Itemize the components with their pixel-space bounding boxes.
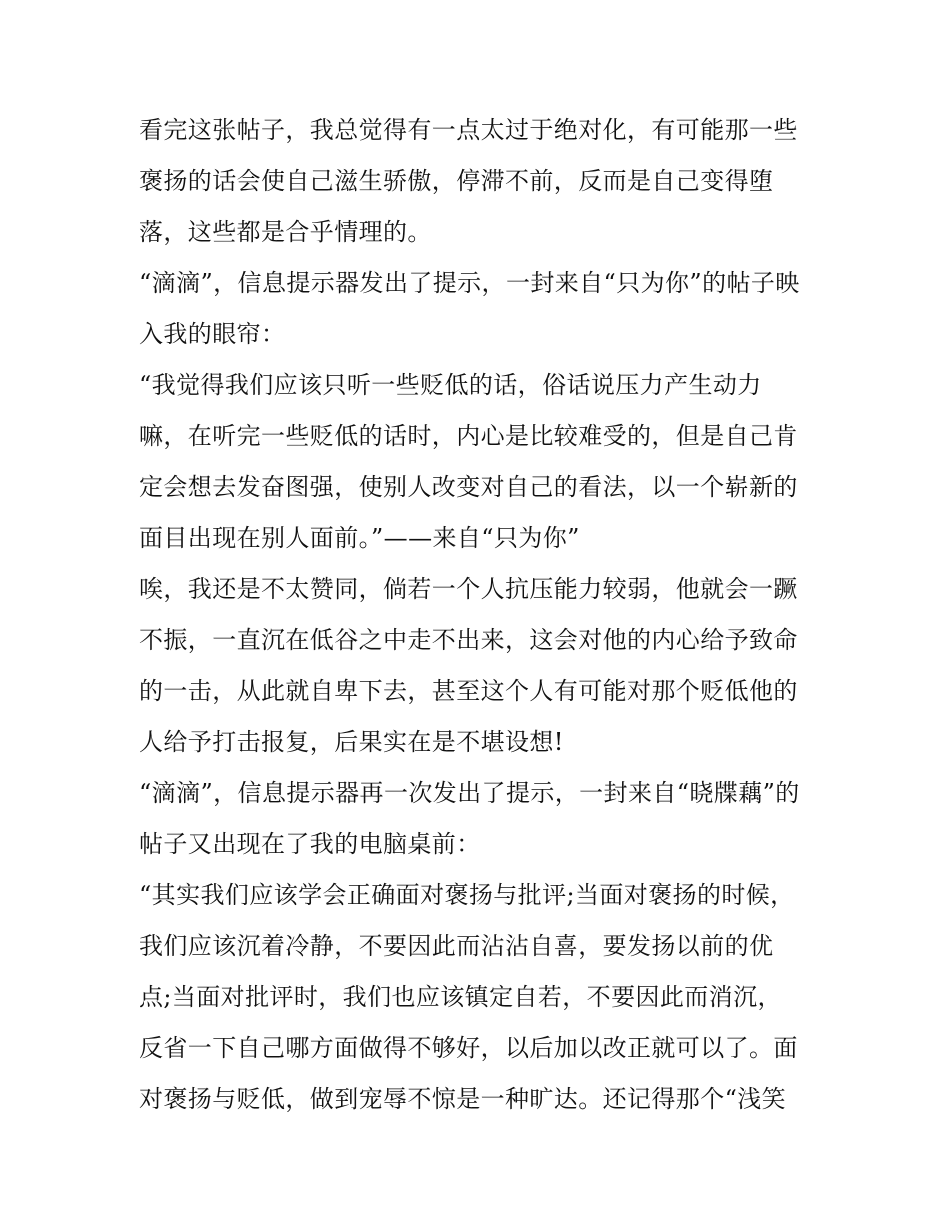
text-line: 唉，我还是不太赞同，倘若一个人抗压能力较弱，他就会一蹶: [139, 575, 798, 603]
text-line: “其实我们应该学会正确面对褒扬与批评;当面对褒扬的时候，: [139, 881, 795, 909]
text-line: “滴滴”，信息提示器发出了提示，一封来自“只为你”的帖子映: [139, 269, 800, 297]
text-line: 点;当面对批评时，我们也应该镇定自若，不要因此而消沉，: [139, 983, 782, 1011]
text-line: 入我的眼帘：: [139, 320, 286, 348]
text-line: 不振，一直沉在低谷之中走不出来，这会对他的内心给予致命: [139, 626, 798, 654]
text-line: 看完这张帖子，我总觉得有一点太过于绝对化，有可能那一些: [139, 116, 798, 144]
document-body: [139, 108, 829, 1128]
text-line: “我觉得我们应该只听一些贬低的话，俗话说压力产生动力: [139, 371, 762, 399]
text-line: 面目出现在别人面前。”——来自“只为你”: [139, 524, 580, 552]
text-line: 落，这些都是合乎情理的。: [139, 218, 432, 246]
text-line: 我们应该沉着冷静，不要因此而沾沾自喜，要发扬以前的优: [139, 932, 774, 960]
text-line: 帖子又出现在了我的电脑桌前：: [139, 830, 481, 858]
text-line: 对褒扬与贬低，做到宠辱不惊是一种旷达。还记得那个“浅笑: [139, 1085, 787, 1113]
text-line: 嘛，在听完一些贬低的话时，内心是比较难受的，但是自己肯: [139, 422, 798, 450]
text-line: 褒扬的话会使自己滋生骄傲，停滞不前，反而是自己变得堕: [139, 167, 774, 195]
text-line: 人给予打击报复，后果实在是不堪设想!: [139, 728, 564, 756]
text-line: “滴滴”，信息提示器再一次发出了提示，一封来自“晓牒藕”的: [139, 779, 800, 807]
text-line: 的一击，从此就自卑下去，甚至这个人有可能对那个贬低他的: [139, 677, 798, 705]
text-line: 反省一下自己哪方面做得不够好，以后加以改正就可以了。面: [139, 1034, 798, 1062]
text-line: 定会想去发奋图强，使别人改变对自己的看法，以一个崭新的: [139, 473, 798, 501]
